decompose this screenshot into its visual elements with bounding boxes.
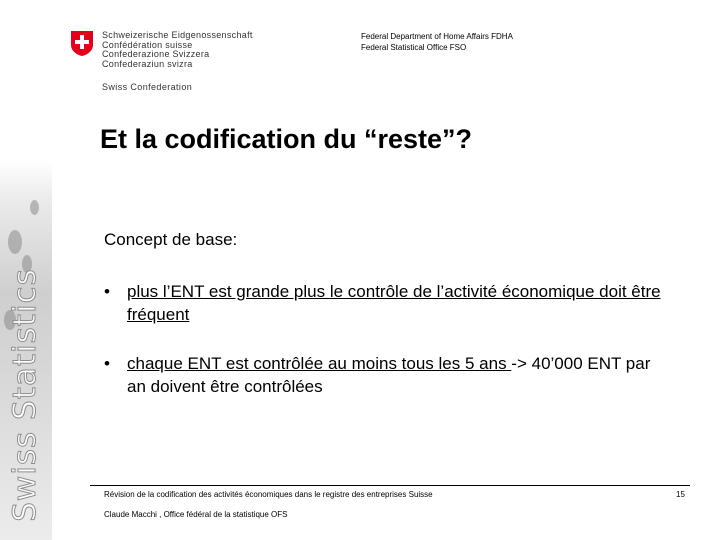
confederation-line: Confederaziun svizra — [102, 58, 193, 69]
confederation-line: Schweizerische Eidgenossenschaft — [102, 30, 253, 40]
office-name: Federal Statistical Office FSO — [361, 43, 467, 52]
swiss-flag-icon — [70, 30, 94, 57]
confederation-line: Confédération suisse — [102, 39, 193, 50]
swiss-statistics-vertical-label: Swiss Statistics — [7, 268, 43, 522]
confederation-english: Swiss Confederation — [102, 82, 193, 92]
bullet-item — [104, 352, 664, 398]
confederation-names — [102, 31, 253, 69]
bullet-marker: • — [104, 354, 110, 373]
bullet-list — [104, 280, 664, 398]
department-name: Federal Department of Home Affairs FDHA — [361, 32, 513, 41]
intro-text: Concept de base: — [104, 230, 238, 249]
footer-presentation-title: Révision de la codification des activités économiques dans le registre des entreprises Suisse — [104, 490, 433, 499]
footer-author: Claude Macchi , Office fédéral de la statistique OFS — [104, 510, 288, 519]
confederation-line: Confederazione Svizzera — [102, 49, 210, 59]
footer-divider — [90, 485, 690, 486]
bullet-marker: • — [104, 282, 110, 301]
department-block — [361, 31, 513, 53]
slide-title: Et la codification du “reste”? — [100, 124, 473, 154]
bullet-text-underlined: chaque ENT est contrôlée au moins tous les 5 ans — [127, 354, 512, 373]
bullet-item — [104, 280, 664, 326]
page-number: 15 — [676, 490, 685, 499]
bullet-text-underlined: plus l’ENT est grande plus le contrôle de l’activité économique doit être fréquent — [127, 282, 661, 324]
bullet-text: -> 40’000 ENT par an doivent être contrôlées — [127, 354, 651, 396]
